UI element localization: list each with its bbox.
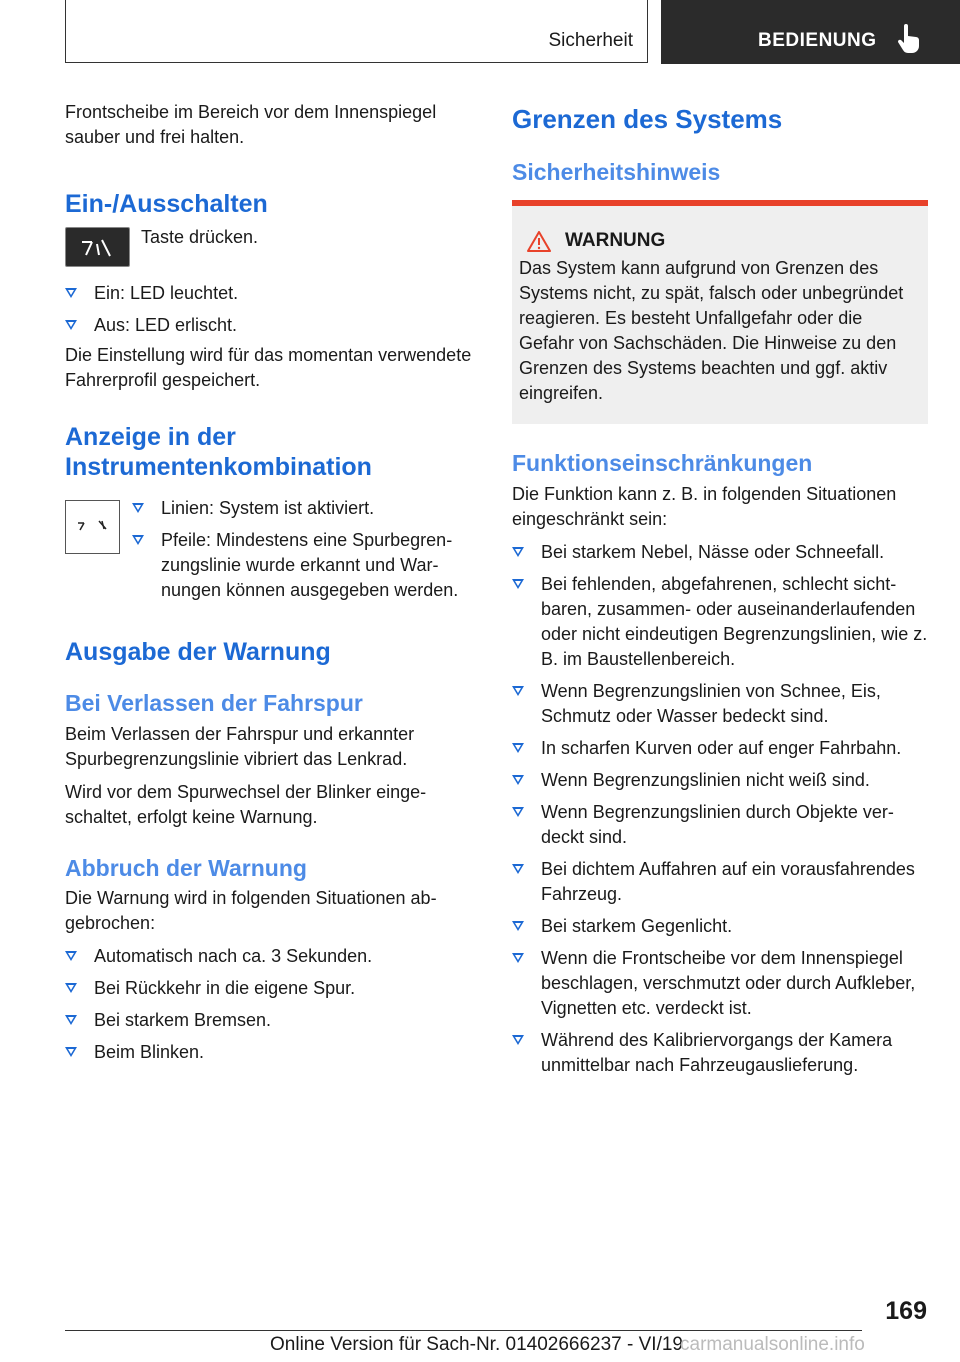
list-item: Beim Blinken.	[65, 1040, 477, 1065]
func-limits-heading: Funktionseinschränkungen	[512, 450, 813, 476]
display-heading: Anzeige in der Instrumentenkombination	[65, 423, 372, 481]
bullet-triangle-icon	[512, 921, 524, 931]
list-item: Bei starkem Gegenlicht.	[512, 914, 928, 939]
list-item: Aus: LED erlischt.	[65, 313, 477, 338]
intro-text: Frontscheibe im Bereich vor dem Innenspiegel sauber und frei halten.	[65, 102, 437, 147]
bullet-triangle-icon	[512, 579, 524, 589]
page-number: 169	[885, 1297, 927, 1325]
abort-text: Die Warnung wird in folgenden Situationen abgebrochen:	[65, 888, 437, 933]
limits-heading: Grenzen des Systems	[512, 104, 783, 134]
list-item: Wenn Begrenzungslinien durch Objekte verdeckt sind.	[512, 800, 928, 850]
list-item: Wenn Begrenzungslinien nicht weiß sind.	[512, 768, 928, 793]
left-column	[65, 100, 477, 1065]
warning-output-heading: Ausgabe der Warnung	[65, 638, 331, 666]
bullet-triangle-icon	[512, 686, 524, 696]
list-item: Linien: System ist aktiviert.	[132, 496, 479, 521]
bullet-triangle-icon	[65, 288, 77, 298]
warning-header	[519, 229, 920, 253]
bullet-triangle-icon	[65, 320, 77, 330]
onoff-note: Die Einstellung wird für das momentan verwendete Fahrerprofil gespeichert.	[65, 345, 472, 390]
pointing-hand-icon	[896, 24, 920, 54]
leave-text-1: Beim Verlassen der Fahrspur und erkannter Spurbegrenzungslinie vibriert das Lenkrad.	[65, 724, 415, 769]
warning-text: Das System kann aufgrund von Grenzen des Systems nicht, zu spät, falsch oder unbegründet reagieren. Es besteht Unfallgefahr oder die Gefahr von Sachschäden. Die Hinweise zu den Grenzen des Systems beachten und ggf. aktiv eingreifen.	[519, 258, 904, 403]
leave-lane-heading: Bei Verlassen der Fahrspur	[65, 690, 363, 716]
bullet-triangle-icon	[512, 953, 524, 963]
leave-text-2: Wird vor dem Spurwechsel der Blinker eingeschaltet, erfolgt keine Warnung.	[65, 782, 427, 827]
list-item: In scharfen Kurven oder auf enger Fahrbahn.	[512, 736, 928, 761]
list-item: Während des Kalibriervorgangs der Kamera unmittelbar nach Fahrzeugauslieferung.	[512, 1028, 928, 1078]
safety-heading: Sicherheitshinweis	[512, 159, 721, 185]
list-item: Wenn die Frontscheibe vor dem Innenspiegel beschlagen, verschmutzt oder durch Aufkleber, Vignetten etc. verdeckt ist.	[512, 946, 928, 1021]
list-item: Automatisch nach ca. 3 Sekunden.	[65, 944, 477, 969]
list-item: Wenn Begrenzungslinien von Schnee, Eis, Schmutz oder Wasser bedeckt sind.	[512, 679, 928, 729]
lane-button-icon	[65, 227, 130, 267]
bullet-triangle-icon	[65, 1015, 77, 1025]
footer-text: Online Version für Sach-Nr. 01402666237 - VI/19	[270, 1334, 683, 1355]
bullet-triangle-icon	[512, 775, 524, 785]
warning-triangle-icon	[527, 231, 551, 252]
bullet-triangle-icon	[512, 807, 524, 817]
bullet-triangle-icon	[512, 547, 524, 557]
right-column	[512, 100, 928, 1078]
onoff-text: Taste drücken.	[141, 227, 259, 247]
list-item: Bei dichtem Auffahren auf ein vorausfahrendes Fahrzeug.	[512, 857, 928, 907]
list-item: Pfeile: Mindestens eine Spurbegrenzungslinie wurde erkannt und Warnungen können ausgegeben werden.	[132, 528, 479, 603]
bullet-triangle-icon	[65, 951, 77, 961]
warning-label: WARNUNG	[565, 230, 666, 251]
list-item: Bei starkem Nebel, Nässe oder Schneefall.	[512, 540, 928, 565]
bullet-triangle-icon	[132, 503, 144, 513]
bullet-triangle-icon	[132, 535, 144, 545]
onoff-heading: Ein-/Ausschalten	[65, 190, 268, 218]
watermark: carmanualsonline.info	[680, 1334, 865, 1355]
section-label: Sicherheit	[548, 30, 633, 51]
bullet-triangle-icon	[65, 1047, 77, 1057]
bullet-triangle-icon	[512, 743, 524, 753]
chapter-label: BEDIENUNG	[758, 30, 877, 51]
bullet-triangle-icon	[65, 983, 77, 993]
func-text: Die Funktion kann z. B. in folgenden Situationen eingeschränkt sein:	[512, 484, 897, 529]
chapter-tab[interactable]	[661, 0, 960, 64]
abort-heading: Abbruch der Warnung	[65, 855, 307, 881]
bullet-triangle-icon	[512, 864, 524, 874]
footer-divider	[65, 1330, 862, 1331]
list-item: Bei Rückkehr in die eigene Spur.	[65, 976, 477, 1001]
warning-box	[512, 200, 928, 424]
lane-display-icon	[65, 500, 120, 554]
bullet-triangle-icon	[512, 1035, 524, 1045]
list-item: Bei starkem Bremsen.	[65, 1008, 477, 1033]
list-item: Bei fehlenden, abgefahrenen, schlecht sichtbaren, zusammen- oder auseinanderlaufenden oder nicht eindeutigen Begrenzungslinien, wie z. B. im Baustellenbereich.	[512, 572, 928, 672]
list-item: Ein: LED leuchtet.	[65, 281, 477, 306]
section-tab[interactable]	[65, 0, 648, 63]
